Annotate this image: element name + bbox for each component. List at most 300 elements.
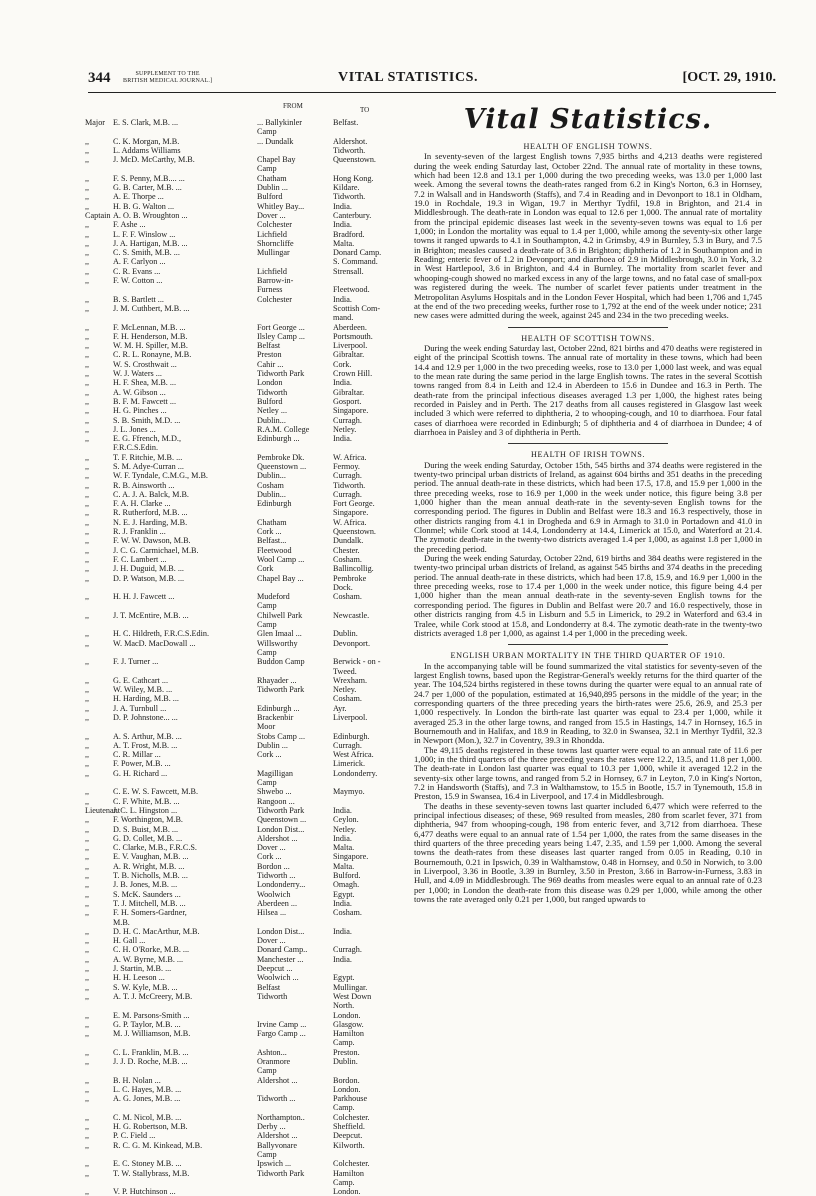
from-cell: Camp <box>257 1066 277 1076</box>
to-cell: Scottish Com- <box>333 303 381 313</box>
table-row <box>85 1011 403 1020</box>
name-cell: C. S. Smith, M.B. ... <box>113 248 180 258</box>
to-cell: Curragh. <box>333 471 362 481</box>
name-cell: C. L. Franklin, M.B. ... <box>113 1047 189 1057</box>
name-cell: A. W. Byrne, M.B. ... <box>113 954 184 964</box>
to-cell: Fort George. <box>333 499 375 509</box>
to-cell: London. <box>333 1010 361 1020</box>
name-cell: J. A. Turnbull ... <box>113 703 167 713</box>
rank-cell: ,, <box>85 898 90 908</box>
vital-statistics-column <box>414 104 762 904</box>
from-cell: Northampton.. <box>257 1112 305 1122</box>
name-cell: W. MacD. MacDowall ... <box>113 638 196 648</box>
name-cell: F. C. Lambert ... <box>113 554 167 564</box>
from-cell: London Dist... <box>257 824 305 834</box>
article-heading: HEALTH OF SCOTTISH TOWNS. <box>521 333 655 343</box>
rank-cell: ,, <box>85 973 90 983</box>
table-row <box>85 759 403 768</box>
table-row <box>85 676 403 685</box>
rank-cell: ,, <box>85 703 90 713</box>
rank-cell: ,, <box>85 982 90 992</box>
table-row <box>85 992 403 1001</box>
from-cell: Fort George ... <box>257 322 305 332</box>
table-row <box>85 797 403 806</box>
from-cell: Hilsea ... <box>257 908 287 918</box>
to-cell: Singapore. <box>333 406 369 416</box>
name-cell: D. P. Johnstone... ... <box>113 713 178 722</box>
name-cell: C. K. Morgan, M.B. <box>113 136 180 146</box>
to-cell: Camp. <box>333 1103 355 1113</box>
table-row <box>85 862 403 871</box>
from-cell: Camp <box>257 778 277 788</box>
rank-cell: ,, <box>85 359 90 369</box>
rank-cell: ,, <box>85 201 90 211</box>
table-row <box>85 239 403 248</box>
rank-cell: ,, <box>85 1168 90 1178</box>
rank-cell: ,, <box>85 489 90 499</box>
rank-cell: ,, <box>85 341 90 351</box>
rank-cell: ,, <box>85 1122 90 1132</box>
rank-cell: ,, <box>85 248 90 258</box>
rank-cell: ,, <box>85 406 90 416</box>
rank-cell: ,, <box>85 220 90 230</box>
rank-cell: ,, <box>85 1019 90 1029</box>
table-row <box>85 462 403 471</box>
from-cell: Lichfield <box>257 229 288 239</box>
to-cell: Netley. <box>333 685 357 695</box>
name-cell: H. G. Robertson, M.B. <box>113 1122 188 1132</box>
name-cell: C. E. W. S. Fawcett, M.B. <box>113 787 199 797</box>
to-cell: London. <box>333 1084 361 1094</box>
to-cell: Netley. <box>333 824 357 834</box>
name-cell: A. T. Frost, M.B. ... <box>113 740 178 750</box>
table-row <box>85 518 403 527</box>
rank-cell: ,, <box>85 861 90 871</box>
to-cell: Gibraltar. <box>333 350 365 360</box>
to-cell: Hong Kong. <box>333 173 374 183</box>
table-row <box>85 927 403 936</box>
to-cell: Ceylon. <box>333 815 359 825</box>
name-cell: T. J. Mitchell, M.B. ... <box>113 898 186 908</box>
to-cell: Egypt. <box>333 889 355 899</box>
rank-cell: ,, <box>85 545 90 555</box>
articles <box>414 142 762 904</box>
from-cell: Colchester <box>257 294 293 304</box>
name-cell: H. Harding, M.B. ... <box>113 694 179 704</box>
rank-cell: ,, <box>85 592 90 602</box>
to-cell: Edinburgh. <box>333 731 370 741</box>
name-cell: L. C. Hayes, M.B. ... <box>113 1084 182 1094</box>
to-cell: Liverpool. <box>333 341 368 351</box>
to-cell: Pembroke <box>333 573 367 583</box>
rank-cell: ,, <box>85 843 90 853</box>
from-cell: R.A.M. College <box>257 424 310 434</box>
table-row <box>85 536 403 545</box>
to-cell: Crown Hill. <box>333 369 373 379</box>
table-row <box>85 918 403 927</box>
to-cell: Dublin. <box>333 1056 358 1066</box>
rank-cell: ,, <box>85 331 90 341</box>
table-row <box>85 964 403 973</box>
table-row <box>85 341 403 350</box>
table-row <box>85 285 403 294</box>
to-cell: India. <box>333 201 352 211</box>
to-cell: Gosport. <box>333 396 362 406</box>
from-cell: Cosham <box>257 480 284 490</box>
table-row <box>85 378 403 387</box>
table-row <box>85 555 403 564</box>
from-cell: Rangoon ... <box>257 796 295 806</box>
table-row <box>85 629 403 638</box>
table-row <box>85 955 403 964</box>
name-cell: A. E. Thorpe ... <box>113 192 164 202</box>
name-cell: F. Worthington, M.B. <box>113 815 183 825</box>
table-row <box>85 1141 403 1150</box>
table-row <box>85 592 403 601</box>
to-cell: India. <box>333 954 352 964</box>
rank-cell: ,, <box>85 499 90 509</box>
from-cell: Belfast... <box>257 536 287 546</box>
from-cell: Barrow-in- <box>257 276 294 286</box>
to-cell: Curragh. <box>333 945 362 955</box>
table-row <box>85 174 403 183</box>
table-row <box>85 1113 403 1122</box>
from-cell: Dublin ... <box>257 183 288 193</box>
to-cell: Fermoy. <box>333 461 360 471</box>
name-cell: H. G. Pinches ... <box>113 406 167 416</box>
table-row <box>85 1178 403 1187</box>
from-cell: Irvine Camp ... <box>257 1019 307 1029</box>
name-cell: S. B. Smith, M.D. ... <box>113 415 181 425</box>
table-row <box>85 973 403 982</box>
from-cell: Mullingar <box>257 248 290 258</box>
name-cell: C. M. Nicol, M.B. ... <box>113 1112 182 1122</box>
to-cell: India. <box>333 220 352 230</box>
table-row <box>85 230 403 239</box>
from-cell: Queenstown ... <box>257 815 307 825</box>
from-cell: Rhayader ... <box>257 675 297 685</box>
to-cell: Londonderry. <box>333 768 378 778</box>
supplement-label <box>123 71 212 85</box>
table-row <box>85 1094 403 1103</box>
name-cell: J. Startin, M.B. ... <box>113 964 172 974</box>
rank-cell: ,, <box>85 1140 90 1150</box>
to-cell: West Africa. <box>333 750 374 760</box>
to-cell: Cosham. <box>333 554 362 564</box>
table-row <box>85 936 403 945</box>
from-cell: Queenstown ... <box>257 461 307 471</box>
section-divider <box>508 443 668 444</box>
to-cell: Kildare. <box>333 183 360 193</box>
table-row <box>85 1103 403 1112</box>
rank-cell: ,, <box>85 954 90 964</box>
rank-cell: ,, <box>85 1131 90 1141</box>
table-row <box>85 1057 403 1066</box>
to-cell: India. <box>333 926 352 936</box>
table-header <box>85 102 403 118</box>
rank-cell: ,, <box>85 740 90 750</box>
table-row <box>85 350 403 359</box>
rank-cell: ,, <box>85 796 90 806</box>
name-cell: C. R. L. Ronayne, M.B. <box>113 350 192 360</box>
to-cell: Queenstown. <box>333 527 376 537</box>
to-cell: London. <box>333 1187 361 1196</box>
to-cell: Hamilton <box>333 1029 364 1039</box>
name-cell: J. McD. McCarthy, M.B. <box>113 155 195 165</box>
table-row <box>85 899 403 908</box>
to-cell: Bordon. <box>333 1075 360 1085</box>
table-row <box>85 257 403 266</box>
to-cell: Fleetwood. <box>333 285 370 295</box>
table-row <box>85 787 403 796</box>
from-cell: Camp <box>257 127 277 137</box>
from-cell: Dublin... <box>257 471 286 481</box>
from-cell: Deepcut ... <box>257 964 293 974</box>
rank-cell: ,, <box>85 266 90 276</box>
to-cell: Kilworth. <box>333 1140 365 1150</box>
table-row <box>85 732 403 741</box>
table-row <box>85 1048 403 1057</box>
name-cell: C. A. J. A. Balck, M.B. <box>113 489 189 499</box>
rank-cell: ,, <box>85 824 90 834</box>
table-row <box>85 118 403 127</box>
to-cell: Camp. <box>333 1177 355 1187</box>
rank-cell: Lieutenant <box>85 805 121 815</box>
name-cell: D. P. Watson, M.B. ... <box>113 573 185 583</box>
from-cell: Tidworth Park <box>257 1168 305 1178</box>
rank-cell: ,, <box>85 573 90 583</box>
name-cell: J. B. Jones, M.B. ... <box>113 880 178 890</box>
table-row <box>85 722 403 731</box>
article-paragraph: The deaths in these seventy-seven towns last quarter included 6,477 which were referred to the principal infectious diseases; of these, 969 resulted from measles, 280 from scarlet fever, 371 from diphtheria, 947 from whooping-cough, 198 from enteric fever, and 3,712 from diarrhoea. These 6,477 deaths were equal to an annual rate of 1.54 per 1,000, the rates from the same diseases in the third quarters of the three preceding years being 1.47, 2.35, and 1.59 per 1,000. Among the several towns the death-rates from these diseases last quarter ranged from 0.05 in Reading, 0.10 in Bournemouth, 0.21 in Ipswich, 0.39 in Walthamstow, 0.48 in Hornsey, and 0.50 in Norwich, to 3.00 in Liverpool, 3.36 in Bootle, 3.39 in Burnley, 3.50 in Preston, 3.66 in Barrow-in-Furness, 3.83 in Hull, and 4.09 in Middlesbrough. The 969 deaths from measles were equal to an annual rate of 0.23 per 1,000; in London the death-rate from this disease was 0.29 per 1,000, while among the other towns the rate averaged only 0.21 per 1,000, but ranged upwards to <box>414 800 762 905</box>
to-cell: Colchester. <box>333 1112 370 1122</box>
name-cell: W. M. H. Spiller, M.B. <box>113 341 188 351</box>
rank-cell: ,, <box>85 713 90 722</box>
table-row <box>85 639 403 648</box>
rank-cell: ,, <box>85 657 90 667</box>
from-cell: Oranmore <box>257 1056 291 1066</box>
name-cell: F. H. Henderson, M.B. <box>113 331 188 341</box>
table-row <box>85 416 403 425</box>
rank-cell: ,, <box>85 871 90 881</box>
from-cell: Dublin... <box>257 489 286 499</box>
table-row <box>85 453 403 462</box>
from-cell: Camp <box>257 1149 277 1159</box>
to-cell: Netley. <box>333 424 357 434</box>
from-cell: Tidworth ... <box>257 1094 296 1104</box>
rank-cell: ,, <box>85 945 90 955</box>
from-cell: Chatham <box>257 173 287 183</box>
table-row <box>85 983 403 992</box>
rank-cell: ,, <box>85 145 90 155</box>
article-heading: HEALTH OF IRISH TOWNS. <box>530 450 646 460</box>
name-cell: P. C. Field ... <box>113 1131 156 1141</box>
rank-cell: ,, <box>85 638 90 648</box>
from-cell: Camp <box>257 164 277 174</box>
from-cell: Shorncliffe <box>257 238 294 248</box>
name-cell: L. F. F. Winslow ... <box>113 229 176 239</box>
from-cell: Shwebo ... <box>257 787 292 797</box>
table-row <box>85 1020 403 1029</box>
to-cell: Colchester. <box>333 1159 370 1169</box>
rank-cell: ,, <box>85 322 90 332</box>
table-row <box>85 211 403 220</box>
to-cell: Dublin. <box>333 629 358 639</box>
rank-cell: ,, <box>85 424 90 434</box>
from-cell: Buddon Camp <box>257 657 305 667</box>
to-cell: Tidworth. <box>333 192 366 202</box>
from-cell: Aldershot ... <box>257 1131 298 1141</box>
page-header <box>88 70 776 93</box>
rank-cell: ,, <box>85 833 90 843</box>
rank-cell: ,, <box>85 768 90 778</box>
from-cell: Lichfield <box>257 266 288 276</box>
to-cell: Camp. <box>333 1038 355 1048</box>
name-cell: H. H. J. Fawcett ... <box>113 592 175 602</box>
name-cell: G. P. Taylor, M.B. ... <box>113 1019 181 1029</box>
table-row <box>85 667 403 676</box>
from-cell: Camp <box>257 601 277 611</box>
from-cell: Cork ... <box>257 852 282 862</box>
name-cell: S. McK. Saunders ... <box>113 889 181 899</box>
from-cell: Chatham <box>257 517 287 527</box>
name-cell: R. B. Ainsworth ... <box>113 480 175 490</box>
rank-cell: ,, <box>85 685 90 695</box>
to-cell: mand. <box>333 313 354 323</box>
rank-cell: ,, <box>85 173 90 183</box>
rank-cell: ,, <box>85 257 90 267</box>
table-row <box>85 248 403 257</box>
table-row <box>85 332 403 341</box>
name-cell: A. S. Arthur, M.B. ... <box>113 731 182 741</box>
to-cell: Singapore. <box>333 508 369 518</box>
table-row <box>85 685 403 694</box>
table-row <box>85 778 403 787</box>
table-row <box>85 583 403 592</box>
from-cell: Moor <box>257 722 276 732</box>
table-row <box>85 1001 403 1010</box>
table-row <box>85 499 403 508</box>
table-row <box>85 1085 403 1094</box>
rank-cell: ,, <box>85 508 90 518</box>
from-cell: Chilwell Park <box>257 610 303 620</box>
table-body <box>85 118 403 1196</box>
name-cell: T. W. Stallybrass, M.B. <box>113 1168 190 1178</box>
table-row <box>85 1187 403 1196</box>
from-cell: Bulford <box>257 396 283 406</box>
name-cell: W. Wiley, M.B. ... <box>113 685 173 695</box>
name-cell: F. W. W. Dawson, M.B. <box>113 536 191 546</box>
rank-cell: ,, <box>85 1029 90 1039</box>
rank-cell: ,, <box>85 136 90 146</box>
from-cell: Edinburgh ... <box>257 434 300 444</box>
table-row <box>85 694 403 703</box>
to-cell: Egypt. <box>333 973 355 983</box>
name-cell: H. F. Shea, M.B. ... <box>113 378 177 388</box>
name-cell: C. F. White, M.B. ... <box>113 796 180 806</box>
to-cell: Donard Camp. <box>333 248 382 258</box>
supplement-line-1: SUPPLEMENT TO THE <box>135 71 200 77</box>
name-cell: J. H. Duguid, M.B. ... <box>113 564 184 574</box>
name-cell: C. R. Millar ... <box>113 750 161 760</box>
from-cell: Camp <box>257 647 277 657</box>
table-row <box>85 183 403 192</box>
table-row <box>85 1066 403 1075</box>
name-cell: V. P. Hutchinson ... <box>113 1187 176 1196</box>
from-cell: ... Dundalk <box>257 136 294 146</box>
table-row <box>85 601 403 610</box>
to-cell: Glasgow. <box>333 1019 364 1029</box>
article-paragraph: During the week ending Saturday, October 22nd, 619 births and 384 deaths were registered in the twenty-two principal urban districts of Ireland, as against 545 births and 374 deaths in the preceding period. The annual death-rate in these districts, which had been 17.8, 15.9, and 16.9 per 1,000 in the three preceding weeks, rose to 17.4 per 1,000 in the week under notice, this figure being 4.4 per 1,000 higher than the mean annual death-rate in the seventy-seven English towns for the corresponding period. The figures in Dublin and Belfast were 20.7 and 16.0 respectively, those in other districts ranging from 4.5 in Lisburn and 5.5 in Limerick, to 29.2 in Waterford and 63.4 in Tralee, while Cork stood at 15.8, and Londonderry at 8.4. The zymotic death-rate in the twenty-two districts averaged 1.8 per 1,000, as against 1.4 per 1,000 in the preceding week. <box>414 553 762 638</box>
rank-cell: ,, <box>85 480 90 490</box>
name-cell: C. Clarke, M.B., F.R.C.S. <box>113 843 197 853</box>
from-cell: Fleetwood <box>257 545 292 555</box>
from-cell: Ashton... <box>257 1047 287 1057</box>
name-cell: T. B. Nicholls, M.B. ... <box>113 871 188 881</box>
rank-cell: ,, <box>85 1047 90 1057</box>
from-cell: Chapel Bay <box>257 155 296 165</box>
to-cell: Liverpool. <box>333 713 368 722</box>
table-row <box>85 890 403 899</box>
table-row <box>85 397 403 406</box>
from-cell: Derby ... <box>257 1122 286 1132</box>
to-cell: Cosham. <box>333 694 362 704</box>
table-row <box>85 750 403 759</box>
rank-cell: ,, <box>85 238 90 248</box>
issue-date: [OCT. 29, 1910. <box>682 70 776 85</box>
from-cell: Dublin... <box>257 415 286 425</box>
to-cell: S. Command. <box>333 257 378 267</box>
rank-cell: ,, <box>85 1094 90 1104</box>
from-cell: Tidworth Park <box>257 685 305 695</box>
article-paragraph: In seventy-seven of the largest English towns 7,935 births and 4,213 deaths were registered during the week ending Saturday last, October 22nd. The annual rate of mortality in these towns, which had been 12.8 and 13.1 per 1,000 during the two preceding weeks, was 13.0 per 1,000 last week. Among the several towns the death-rates ranged from 6.2 in King's Norton, 6.3 in Hornsey, 7.2 in Walsall and in Handsworth (Staffs), and 7.4 in Reading and in Devonport to 18.1 in Oldham, 19.0 in Rochdale, 19.3 in Wigan, 19.7 in Merthyr Tydfil, 19.8 in Brighton, and 21.4 in Middlesbrough. The death-rate in London was equal to 12.6 per 1,000. The annual rate of mortality from the principal epidemic diseases last week in the seventy-seven towns was equal to 1.6 per 1,000; in London the mortality was equal to 1.4 per 1,000, while among the seventy-six other large towns it ranged upwards to 4.1 in Southampton, 4.2 in Grimsby, 4.9 in Burnley, 5.3 in Bury, and 7.5 in Brighton; measles caused a death-rate of 3.6 in Brighton; diphtheria of 1.2 in Southampton and in Reading; enteric fever of 1.2 in Devonport; and diarrhoea of 2.9 in Middlesbrough, 3.0 in York, 3.2 in West Hartlepool, 3.6 in Brighton, and 4.4 in Burnley. The mortality from scarlet fever and whooping-cough showed no marked excess in any of the large towns, and no fatal case of small-pox was registered during the week. The number of scarlet fever patients under treatment in the Metropolitan Asylums Hospitals and in the London Fever Hospital, which had been 1,706 and 1,745 at the end of the two preceding weeks, further rose to 1,792 at the end of the week under notice; 231 new cases were admitted during the week, against 245 and 234 in the two preceding weeks. <box>414 151 762 321</box>
table-row <box>85 611 403 620</box>
supplement-line-2: BRITISH MEDICAL JOURNAL.] <box>123 78 213 84</box>
rank-cell: ,, <box>85 880 90 890</box>
name-cell: R. C. G. M. Kinkead, M.B. <box>113 1140 203 1150</box>
name-cell: A. W. Gibson ... <box>113 387 166 397</box>
from-cell: Woolwich ... <box>257 973 299 983</box>
to-cell: Singapore. <box>333 852 369 862</box>
rank-cell: ,, <box>85 694 90 704</box>
to-cell: Ayr. <box>333 703 347 713</box>
rank-cell: ,, <box>85 350 90 360</box>
from-cell: Tidworth ... <box>257 871 296 881</box>
article-paragraph: The 49,115 deaths registered in these towns last quarter were equal to an annual rate of 11.6 per 1,000; in the third quarters of the three preceding years the rates were 12.2, 13.5, and 11.8 per 1,000. The death-rate in London last quarter was equal to 10.3 per 1,000, while it averaged 12.2 in the seventy-six other large towns, and ranged from 5.2 in Hornsey, 6.7 in Leyton, 7.0 in King's Norton, 7.2 in Handsworth (Staffs), and 7.3 in Walthamstow, to 15.5 in Bootle, 15.7 in Tynemouth, 15.8 in Preston, 15.9 in Swansea, 16.4 in Liverpool, and 17.4 in Middlesbrough. <box>414 744 762 802</box>
appointments-table <box>85 102 403 1196</box>
rank-cell: ,, <box>85 276 90 286</box>
rank-cell: ,, <box>85 1010 90 1020</box>
name-cell: H. B. G. Walton ... <box>113 201 175 211</box>
table-row <box>85 825 403 834</box>
table-row <box>85 137 403 146</box>
name-cell: L. Addams Williams <box>113 145 181 155</box>
name-cell: G. B. Carter, M.B. ... <box>113 183 182 193</box>
name-cell: F. W. Cotton ... <box>113 276 163 286</box>
table-row <box>85 1038 403 1047</box>
name-cell: F. McLennan, M.B. ... <box>113 322 186 332</box>
table-row <box>85 276 403 285</box>
from-cell: Aldershot ... <box>257 1075 298 1085</box>
from-cell: Cork ... <box>257 750 282 760</box>
rank-cell: ,, <box>85 452 90 462</box>
table-row <box>85 852 403 861</box>
from-cell: Colchester <box>257 220 293 230</box>
from-cell: Donard Camp.. <box>257 945 308 955</box>
article-paragraph: During the week ending Saturday, October 15th, 545 births and 374 deaths were registered in the twenty-two principal urban districts of Ireland, as against 604 births and 351 deaths in the preceding period. The annual death-rate in these districts, which had been 17.5, 17.8, and 15.9 per 1,000 in the three preceding weeks, rose to 16.9 per 1,000 in the week under notice, this figure being 3.8 per 1,000 higher than the mean annual death-rate in the seventy-seven English towns for the corresponding period. The figures in Dublin and Belfast were 18.3 and 16.3 respectively, those in other districts ranging from 4.1 in Drogheda and 6.9 in Armagh to 31.0 in Portadown and 41.0 in Clonmel; while Cork stood at 14.4, Londonderry at 14.4, Limerick at 15.0, and Waterford at 21.4. The zymotic death-rate in the twenty-two districts averaged 1.4 per 1,000, as against 1.8 per 1,000 in the preceding period. <box>414 459 762 554</box>
rank-cell: ,, <box>85 461 90 471</box>
to-cell: Mullingar. <box>333 982 368 992</box>
